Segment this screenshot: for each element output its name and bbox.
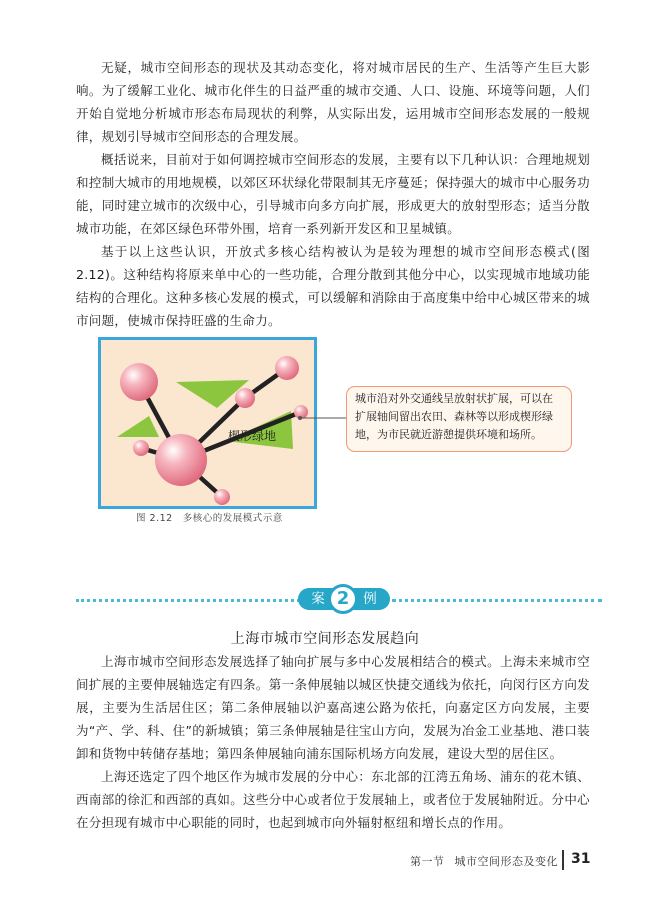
sub-center-node — [120, 363, 158, 401]
figure-caption — [136, 510, 283, 524]
sub-center-node — [294, 405, 308, 419]
green-wedge-left — [117, 416, 159, 437]
footer-divider — [562, 850, 564, 870]
footer-section-number: 第一节 — [410, 855, 445, 868]
case-divider-left — [76, 599, 300, 602]
sub-center-node — [133, 440, 149, 456]
case-paragraph-1: 上海市城市空间形态发展选择了轴向扩展与多中心发展相结合的模式。上海未来城市空间扩展的主要伸展轴选定有四条。第一条伸展轴以城区快捷交通线为依托，向闵行区方向发展，主要为生活居住区；第二条伸展轴以沪嘉高速公路为依托，向嘉定区方向发展，主要为“产、学、科、住”的新城镇；第三条伸展轴是往宝山方向，发展为冶金工业基地、港口装卸和货物中转储存基地；第四条伸展轴向浦东国际机场方向发展，建设大型的居住区。 — [76, 654, 590, 761]
page-number: 31 — [571, 851, 591, 867]
multi-core-illustration — [101, 340, 314, 506]
footer-section — [410, 853, 558, 869]
case-badge-number: 2 — [328, 584, 358, 614]
sub-center-node — [214, 489, 230, 505]
main-center-node — [155, 434, 207, 486]
figure-callout: 城市沿对外交通线呈放射状扩展，可以在扩展轴间留出农田、森林等以形成楔形绿地，为市民就近游憩提供环境和场所。 — [346, 386, 572, 452]
sub-center-node — [235, 388, 255, 408]
figure-caption-text: 多核心的发展模式示意 — [182, 513, 283, 524]
footer-section-title: 城市空间形态及变化 — [454, 855, 558, 868]
case-paragraph-2: 上海还选定了四个地区作为城市发展的分中心：东北部的江湾五角场、浦东的花木镇、西南部的徐汇和西部的真如。这些分中心或者位于发展轴上，或者位于发展轴附近。分中心在分担现有城市中心职能的同时，也起到城市向外辐射枢纽和增长点的作用。 — [76, 769, 590, 830]
sub-center-node — [275, 356, 299, 380]
case-badge-right: 例 — [350, 588, 390, 610]
body-paragraph-2: 概括说来，目前对于如何调控城市空间形态的发展，主要有以下几种认识：合理地规划和控制大城市的用地规模，以郊区环状绿化带限制其无序蔓延；保持强大的城市中心服务功能，同时建立城市的次级中心，引导城市向多方向扩展，形成更大的放射型形态；适当分散城市功能，在郊区绿色环带外围，培育一系列新开发区和卫星城镇。 — [76, 152, 590, 236]
case-divider-right — [392, 599, 602, 602]
wedge-green-label: 楔形绿地 — [228, 429, 277, 443]
body-paragraph-3: 基于以上这些认识，开放式多核心结构被认为是较为理想的城市空间形态模式(图2.12)。这种结构将原来单中心的一些功能，合理分散到其他分中心，以实现城市地域功能结构的合理化。这种多核心发展的模式，可以缓解和消除由于高度集中给中心城区带来的城市问题，使城市保持旺盛的生命力。 — [76, 244, 590, 328]
case-title: 上海市城市空间形态发展趋向 — [230, 631, 420, 647]
multi-core-diagram — [98, 337, 317, 509]
case-badge-left: 案 — [298, 588, 338, 610]
case-badge — [298, 584, 390, 614]
body-paragraph-1: 无疑，城市空间形态的现状及其动态变化，将对城市居民的生产、生活等产生巨大影响。为了缓解工业化、城市化伴生的日益严重的城市交通、人口、设施、环境等问题，人们开始自觉地分析城市形态布局现状的利弊，从实际出发，运用城市空间形态发展的一般规律，规划引导城市空间形态的合理发展。 — [76, 60, 590, 144]
figure-number: 图 2.12 — [136, 513, 173, 524]
